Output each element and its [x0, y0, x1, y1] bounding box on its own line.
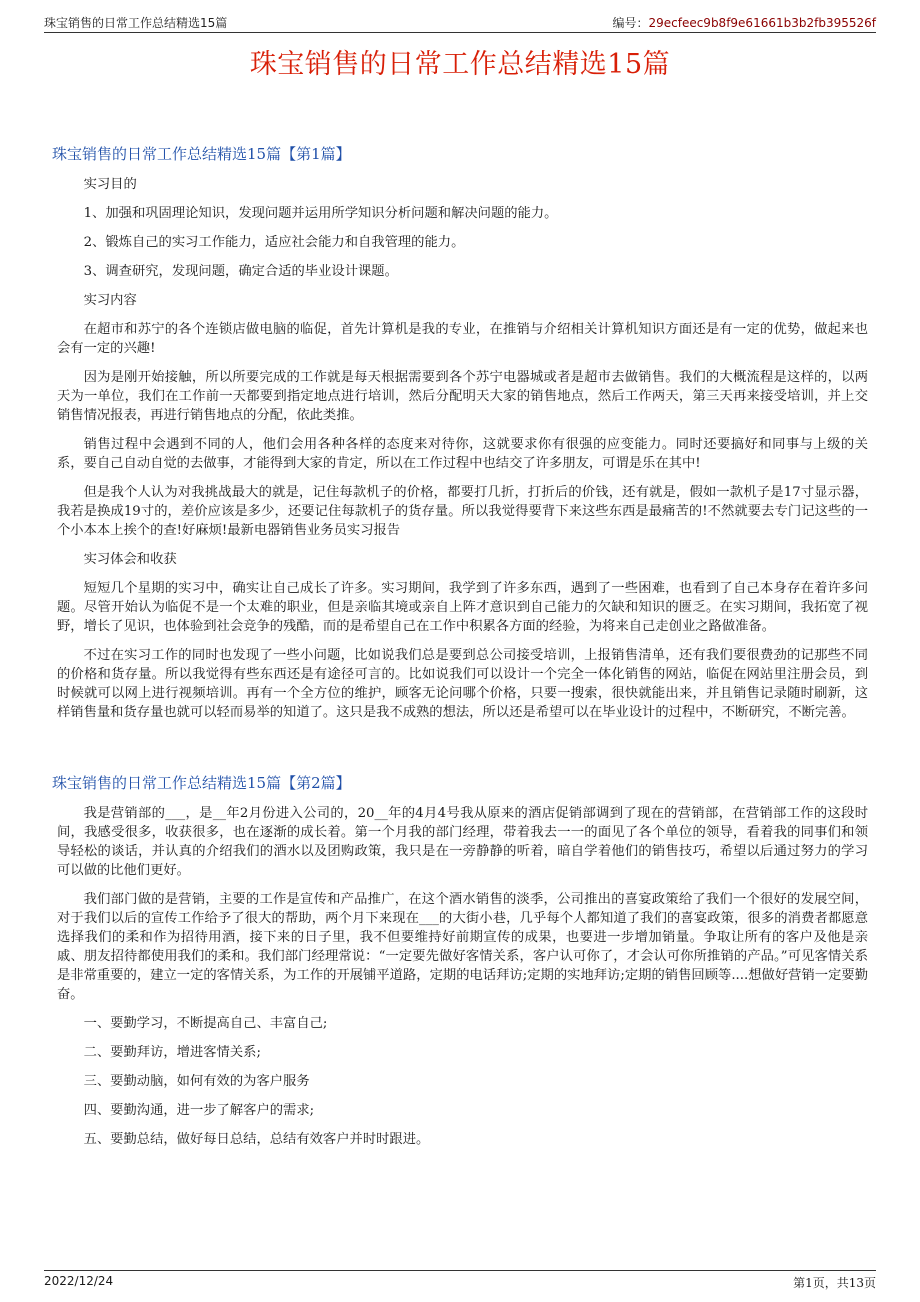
- paragraph: 三、要勤动脑，如何有效的为客户服务: [83, 1074, 310, 1089]
- paragraph: 短短几个星期的实习中，确实让自己成长了许多。实习期间，我学到了许多东西，遇到了一些困难，也看到了自己本身存在着许多问题。尽管开始认为临促不是一个太难的职业，但是亲临其境或亲自上阵才意识到自己能力的欠缺和知识的匮乏。在实习期间，我拓宽了视野，增长了见识，也体验到社会竞争的残酷，而的是希望自己在工作中积累各方面的经验，为将来自己走创业之路做准备。: [57, 581, 868, 634]
- document-body: [52, 143, 868, 1159]
- header-code-label: 编号：: [612, 16, 649, 30]
- paragraph: 销售过程中会遇到不同的人，他们会用各种各样的态度来对待你，这就要求你有很强的应变能力。同时还要搞好和同事与上级的关系，要自己自动自觉的去做事，才能得到大家的肯定，所以在工作过程中也结交了许多朋友，可谓是乐在其中!: [57, 437, 868, 471]
- section-2: [52, 772, 868, 1149]
- paragraph: 实习目的: [83, 177, 137, 192]
- paragraph: 在超市和苏宁的各个连锁店做电脑的临促，首先计算机是我的专业，在推销与介绍相关计算机知识方面还是有一定的优势，做起来也会有一定的兴趣!: [57, 322, 868, 356]
- paragraph: 四、要勤沟通，进一步了解客户的需求;: [83, 1103, 315, 1118]
- paragraph: 因为是刚开始接触，所以所要完成的工作就是每天根据需要到各个苏宁电器城或者是超市去做销售。我们的大概流程是这样的，以两天为一单位，我们在工作前一天都要到指定地点进行培训，然后分配明天大家的销售地点，然后工作两天，第三天再来接受培训，并上交销售情况报表，再进行销售地点的分配，依此类推。: [57, 370, 868, 423]
- paragraph: 我们部门做的是营销，主要的工作是宣传和产品推广，在这个酒水销售的淡季，公司推出的喜宴政策给了我们一个很好的发展空间，对于我们以后的宣传工作给予了很大的帮助，两个月下来现在___的大街小巷，几乎每个人都知道了我们的喜宴政策，很多的消费者都愿意选择我们的柔和作为招待用酒，接下来的日子里，我不但要维持好前期宣传的成果，也要进一步增加销量。争取让所有的客户及他是亲戚、朋友招待都使用我们的柔和。我们部门经理常说：“一定要先做好客情关系，客户认可你了，才会认可你所推销的产品。”可见客情关系是非常重要的，建立一定的客情关系，为工作的开展铺平道路，定期的电话拜访;定期的实地拜访;定期的销售回顾等....想做好营销一定要勤奋。: [57, 892, 868, 1002]
- paragraph: 二、要勤拜访，增进客情关系;: [83, 1045, 261, 1060]
- page-header: [44, 10, 876, 33]
- footer-page-number: 第1页，共13页: [793, 1276, 876, 1290]
- paragraph: 我是营销部的___，是__年2月份进入公司的，20__年的4月4号我从原来的酒店促销部调到了现在的营销部，在营销部工作的这段时间，我感受很多，收获很多，也在逐渐的成长着。第一个月我的部门经理，带着我去一一的面见了各个单位的领导，看着我的同事们和领导轻松的谈话，并认真的介绍我们的酒水以及团购政策，我只是在一旁静静的听着，暗自学着他们的销售技巧，希望以后通过努力的学习可以做的比他们更好。: [57, 806, 868, 878]
- paragraph: 实习内容: [83, 293, 137, 308]
- section-spacer: [52, 732, 868, 772]
- paragraph: 2、锻炼自己的实习工作能力，适应社会能力和自我管理的能力。: [83, 235, 465, 250]
- header-doc-code: [612, 14, 876, 31]
- section-title: 珠宝销售的日常工作总结精选15篇【第1篇】: [52, 145, 351, 163]
- paragraph: 不过在实习工作的同时也发现了一些小问题，比如说我们总是要到总公司接受培训，上报销售清单，还有我们要很费劲的记那些不同的价格和货存量。所以我觉得有些东西还是有途径可言的。比如说我们可以设计一个完全一体化销售的网站，临促在网站里注册会员，到时候就可以网上进行视频培训。再有一个全方位的维护，顾客无论问哪个价格，只要一搜索，很快就能出来，并且销售记录随时刷新，这样销售量和货存量也就可以轻而易举的知道了。这只是我不成熟的想法，所以还是希望可以在毕业设计的过程中，不断研究，不断完善。: [57, 648, 868, 720]
- paragraph: 一、要勤学习，不断提高自己、丰富自己;: [83, 1016, 328, 1031]
- paragraph: 五、要勤总结，做好每日总结，总结有效客户并时时跟进。: [83, 1132, 430, 1147]
- footer-date: 2022/12/24: [44, 1274, 114, 1288]
- paragraph: 3、调查研究，发现问题，确定合适的毕业设计课题。: [83, 264, 398, 279]
- paragraph: 但是我个人认为对我挑战最大的就是，记住每款机子的价格，都要打几折，打折后的价钱，还有就是，假如一款机子是17寸显示器，我若是换成19寸的，差价应该是多少，还要记住每款机子的货存量。所以我觉得要背下来这些东西是最痛苦的!不然就要去专门记这些的一个小本本上挨个的查!好麻烦!最新电器销售业务员实习报告: [57, 485, 868, 538]
- header-doc-title: 珠宝销售的日常工作总结精选15篇: [44, 16, 228, 30]
- page-footer: [44, 1270, 876, 1293]
- section-title: 珠宝销售的日常工作总结精选15篇【第2篇】: [52, 774, 351, 792]
- header-code-value: 29ecfeec9b8f9e61661b3b2fb395526f: [648, 16, 876, 30]
- section-1: [52, 143, 868, 722]
- paragraph: 1、加强和巩固理论知识，发现问题并运用所学知识分析问题和解决问题的能力。: [83, 206, 558, 221]
- paragraph: 实习体会和收获: [83, 552, 177, 567]
- page-title: 珠宝销售的日常工作总结精选15篇: [249, 49, 671, 80]
